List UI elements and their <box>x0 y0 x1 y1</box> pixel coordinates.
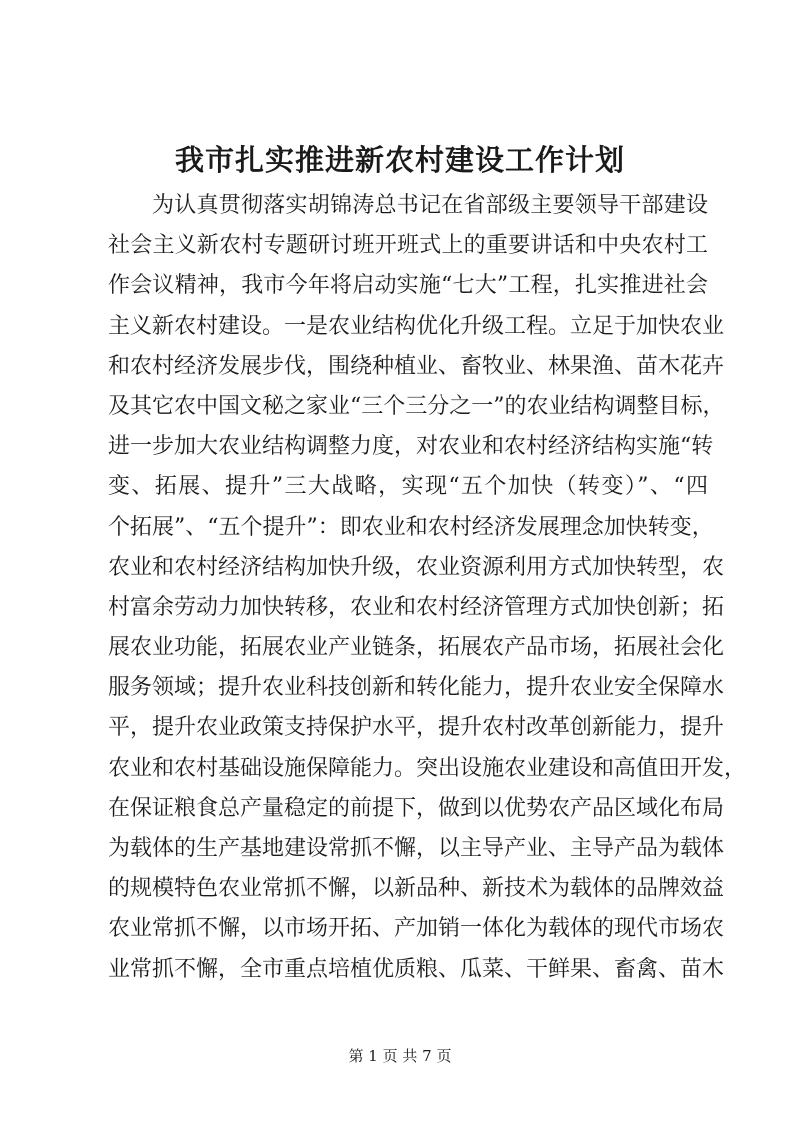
page-indicator: 第 1 页 共 7 页 <box>348 1047 452 1065</box>
page-footer <box>0 1046 800 1066</box>
body-line: 服务领域；提升农业科技创新和转化能力，提升农业安全保障水 <box>108 675 725 701</box>
body-line: 主义新农村建设。一是农业结构优化升级工程。立足于加快农业 <box>108 313 725 339</box>
body-line: 和农村经济发展步伐，围绕种植业、畜牧业、林果渔、苗木花卉 <box>108 353 725 379</box>
body-line: 作会议精神，我市今年将启动实施“七大”工程，扎实推进社会 <box>108 273 708 299</box>
body-line: 及其它农中国文秘之家业“三个三分之一”的农业结构调整目标， <box>108 393 725 419</box>
body-line: 的规模特色农业常抓不懈，以新品种、新技术为载体的品牌效益 <box>108 876 725 902</box>
body-line: 社会主义新农村专题研讨班开班式上的重要讲话和中央农村工 <box>108 233 708 259</box>
body-line: 为认真贯彻落实胡锦涛总书记在省部级主要领导干部建设 <box>152 193 708 218</box>
body-line: 农业和农村基础设施保障能力。突出设施农业建设和高值田开发， <box>108 755 747 781</box>
document-body <box>108 186 747 990</box>
body-line: 为载体的生产基地建设常抓不懈，以主导产业、主导产品为载体 <box>108 836 725 861</box>
body-line: 变、拓展、提升”三大战略，实现“五个加快（转变）”、“四 <box>108 474 708 500</box>
body-line: 村富余劳动力加快转移，农业和农村经济管理方式加快创新；拓 <box>108 594 725 620</box>
body-line: 进一步加大农业结构调整力度，对农业和农村经济结构实施“转 <box>108 434 714 460</box>
body-line: 平，提升农业政策支持保护水平，提升农村改革创新能力，提升 <box>108 715 725 741</box>
body-line: 个拓展”、“五个提升”：即农业和农村经济发展理念加快转变， <box>108 514 714 540</box>
body-line: 在保证粮食总产量稳定的前提下，做到以优势农产品区域化布局 <box>108 795 725 821</box>
body-line: 农业常抓不懈，以市场开拓、产加销一体化为载体的现代市场农 <box>108 916 725 942</box>
body-line: 展农业功能，拓展农业产业链条，拓展农产品市场，拓展社会化 <box>108 635 725 661</box>
body-line: 农业和农村经济结构加快升级，农业资源利用方式加快转型，农 <box>108 554 725 580</box>
body-line: 业常抓不懈，全市重点培植优质粮、瓜菜、干鲜果、畜禽、苗木 <box>108 956 725 982</box>
document-title: 我市扎实推进新农村建设工作计划 <box>174 143 625 177</box>
